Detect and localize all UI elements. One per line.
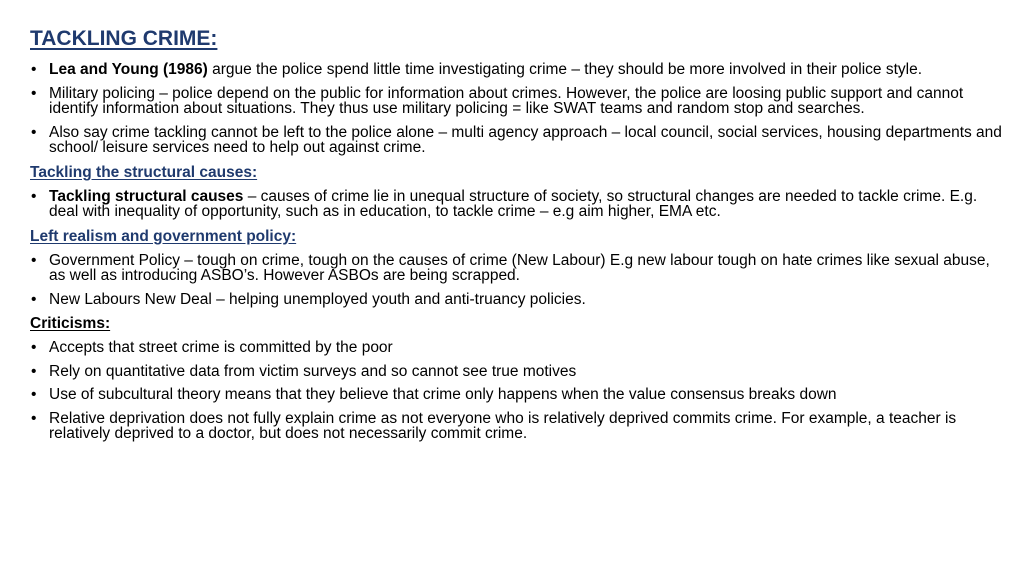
bullet-text: New Labours New Deal – helping unemployed youth and anti-truancy policies. [49, 290, 586, 308]
list-item [30, 253, 1004, 284]
bold-term: Tackling structural causes [49, 187, 244, 205]
list-item [30, 125, 1004, 156]
bullet-icon: • [31, 362, 37, 380]
bullet-text: Also say crime tackling cannot be left to the police alone – multi agency approach – local council, social services, housing departments and school/ leisure services need to help out against crime. [49, 123, 1002, 156]
section-heading-structural: Tackling the structural causes: [30, 163, 258, 181]
bold-term: Lea and Young (1986) [49, 61, 208, 78]
bullet-icon: • [31, 339, 37, 356]
list-item [30, 292, 1004, 308]
criticisms-bullet-list [30, 340, 1004, 442]
bullet-text: Use of subcultural theory means that they believe that crime only happens when the value consensus breaks down [49, 386, 837, 403]
page-title: TACKLING CRIME: [30, 27, 218, 50]
bullet-text: argue the police spend little time investigating crime – they should be more involved in their police style. [207, 61, 923, 78]
section-heading-criticisms: Criticisms: [30, 315, 111, 332]
list-item [30, 62, 1004, 78]
section-heading-policy: Left realism and government policy: [30, 227, 297, 245]
bullet-text: Military policing – police depend on the public for information about crimes. However, the police are loosing public support and cannot identify information about situations. They thus use military policing = like SWAT teams and random stop and searches. [49, 84, 964, 117]
bullet-text: – causes of crime lie in unequal structure of society, so structural changes are needed to tackle crime. E.g. deal with inequality of opportunity, such as in education, to tackle crime – e.g aim higher, EMA etc. [49, 187, 978, 220]
structural-bullet-list [30, 189, 1004, 220]
bullet-text: Accepts that street crime is committed by the poor [49, 339, 393, 356]
intro-bullet-list [30, 62, 1004, 156]
policy-bullet-list [30, 253, 1004, 308]
bullet-icon: • [31, 386, 37, 403]
bullet-icon: • [31, 409, 37, 427]
bullet-icon: • [31, 187, 37, 205]
bullet-icon: • [31, 84, 37, 102]
list-item [30, 411, 1004, 442]
list-item [30, 189, 1004, 220]
bullet-icon: • [31, 123, 37, 141]
bullet-icon: • [31, 61, 37, 78]
list-item [30, 86, 1004, 117]
list-item [30, 364, 1004, 380]
bullet-text: Rely on quantitative data from victim surveys and so cannot see true motives [49, 362, 577, 380]
list-item [30, 340, 1004, 356]
bullet-icon: • [31, 251, 37, 269]
bullet-text: Relative deprivation does not fully explain crime as not everyone who is relatively deprived commits crime. For example, a teacher is relatively deprived to a doctor, but does not necessarily commit crime. [49, 409, 957, 442]
list-item [30, 387, 1004, 403]
bullet-text: Government Policy – tough on crime, tough on the causes of crime (New Labour) E.g new labour tough on hate crimes like sexual abuse, as well as introducing ASBO’s. However ASBOs are being scrapped. [49, 251, 990, 284]
bullet-icon: • [31, 290, 37, 308]
